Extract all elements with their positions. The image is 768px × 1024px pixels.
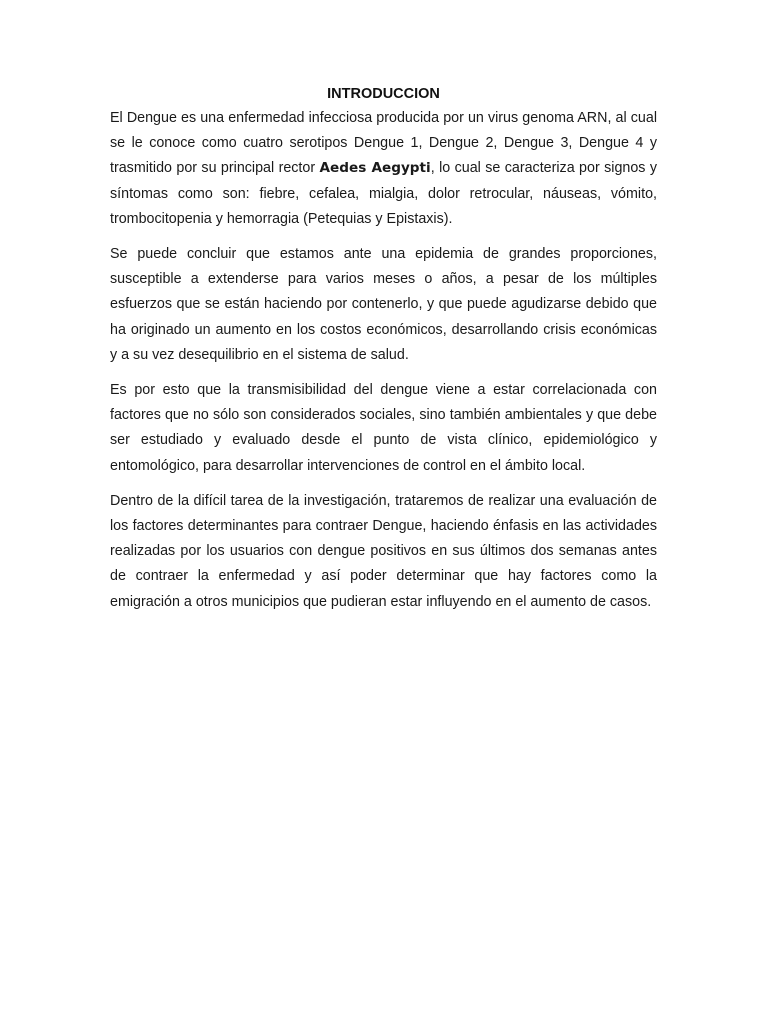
- species-name: Aedes Aegypti: [319, 160, 431, 177]
- document-page: [110, 84, 657, 625]
- paragraph-2: Se puede concluir que estamos ante una epidemia de grandes proporciones, susceptible a extenderse para varios meses o años, a pesar de los múltiples esfuerzos que se están haciendo por contenerlo, y que puede agudizarse debido que ha originado un aumento en los costos económicos, desarrollando crisis económicas y a su vez desequilibrio en el sistema de salud.: [110, 246, 657, 363]
- paragraph-4: Dentro de la difícil tarea de la investigación, trataremos de realizar una evaluación de los factores determinantes para contraer Dengue, haciendo énfasis en las actividades realizadas por los usuarios con dengue positivos en sus últimos dos semanas antes de contraer la enfermedad y así poder determinar que hay factores como la emigración a otros municipios que pudieran estar influyendo en el aumento de casos.: [110, 492, 657, 610]
- paragraph-1-text-start: El Dengue es una enfermedad infecciosa producida por un virus genoma ARN, al cual se le conoce como cuatro serotipos Dengue 1, Dengue 2, Dengue 3, Dengue 4 y trasmitido por su principal rector: [110, 110, 657, 177]
- paragraph-1-text-end: , lo cual se caracteriza por signos y síntomas como son: fiebre, cefalea, mialgia, dolor retrocular, náuseas, vómito, trombocitopenia y hemorragia (Petequias y Epistaxis).: [110, 160, 657, 227]
- document-title: INTRODUCCION: [327, 86, 440, 102]
- paragraph-3: Es por esto que la transmisibilidad del dengue viene a estar correlacionada con factores que no sólo son considerados sociales, sino también ambientales y que debe ser estudiado y evaluado desde el punto de vista clínico, epidemiológico y entomológico, para desarrollar intervenciones de control en el ámbito local.: [110, 382, 657, 474]
- paragraph-1: [110, 106, 657, 232]
